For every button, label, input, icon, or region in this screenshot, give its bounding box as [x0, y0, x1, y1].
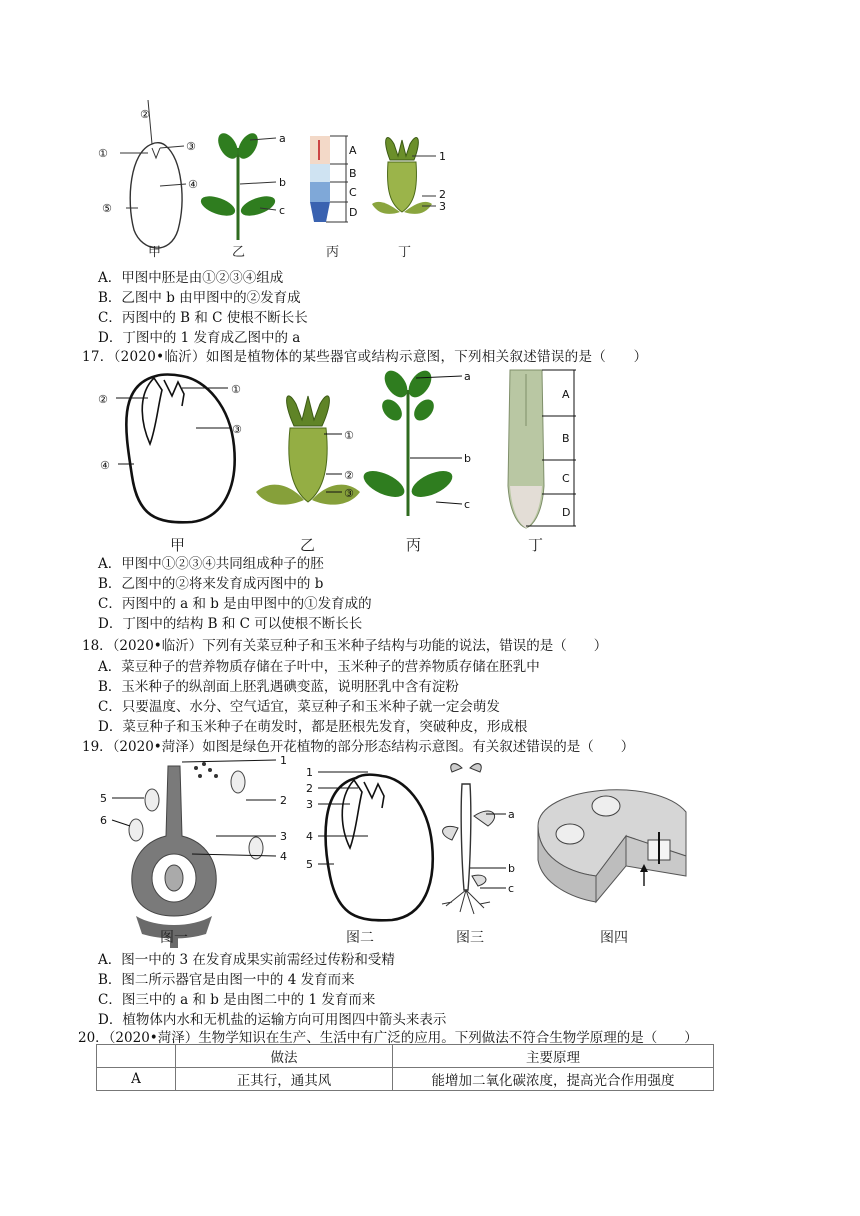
- q18-option-a: A．菜豆种子的营养物质存储在子叶中，玉米种子的营养物质存储在胚乳中: [98, 659, 540, 675]
- q17-ding-label-B: B: [562, 432, 570, 445]
- q17-ding-label-D: D: [562, 506, 571, 519]
- q16-option-d: D．丁图中的 1 发育成乙图中的 a: [98, 330, 301, 346]
- table-header-row: [97, 1045, 714, 1068]
- q16-bing-label-A: A: [349, 144, 357, 157]
- q17-option-b: B．乙图中的②将来发育成丙图中的 b: [98, 576, 324, 592]
- q18-option-c: C．只要温度、水分、空气适宜，菜豆种子和玉米种子就一定会萌发: [98, 699, 500, 715]
- q19-fig1-label-1: 1: [280, 756, 287, 767]
- q17-figure: [96, 366, 596, 556]
- q17-option-a: A．甲图中①②③④共同组成种子的胚: [98, 556, 324, 572]
- q16-ding-label-2: 2: [439, 188, 446, 201]
- q19-fig1-label-4: 4: [280, 850, 287, 863]
- table-header-cell: 主要原理: [393, 1045, 714, 1068]
- q17-yi-label-1: ①: [344, 429, 354, 442]
- q16-option-c: C．丙图中的 B 和 C 使根不断长长: [98, 310, 308, 326]
- q17-embryo-diagram: [256, 396, 360, 505]
- q17-jia-label-3: ③: [232, 423, 242, 436]
- table-cell: 能增加二氧化碳浓度，提高光合作用强度: [393, 1068, 714, 1091]
- q16-caption-jia: 甲: [148, 245, 162, 260]
- q16-bing-label-C: C: [349, 186, 357, 199]
- q16-ding-label-3: 3: [439, 200, 446, 213]
- q19-fig1-label-3: 3: [280, 830, 287, 843]
- q18-option-b: B．玉米种子的纵剖面上胚乳遇碘变蓝，说明胚乳中含有淀粉: [98, 679, 459, 695]
- q19-fig3-label-a: a: [508, 808, 515, 821]
- q19-caption-fig4: 图四: [600, 930, 628, 946]
- q16-bing-label-B: B: [349, 167, 357, 180]
- q19-fig2-label-5: 5: [306, 858, 313, 871]
- q16-jia-label-4: ④: [188, 178, 198, 191]
- q16-yi-label-b: b: [279, 176, 286, 189]
- q19-caption-fig1: 图一: [160, 930, 188, 946]
- q17-option-d: D．丁图中的结构 B 和 C 可以使根不断长长: [98, 616, 363, 632]
- q19-seed-diagram: [306, 766, 433, 920]
- table-row: [97, 1068, 714, 1091]
- q16-caption-ding: 丁: [398, 245, 412, 260]
- q16-caption-yi: 乙: [232, 245, 246, 260]
- q19-stem-section-diagram: [538, 790, 686, 902]
- q16-seedling-diagram: [198, 130, 286, 240]
- q19-caption-fig2: 图二: [346, 930, 374, 946]
- q18-stem: 18．（2020•临沂）下列有关菜豆种子和玉米种子结构与功能的说法，错误的是（ ）: [82, 638, 608, 654]
- q19-option-b: B．图二所示器官是由图一中的 4 发育而来: [98, 972, 355, 988]
- q19-fig2-label-2: 2: [306, 782, 313, 795]
- table-header-cell: [97, 1045, 176, 1068]
- q17-root-diagram: [508, 370, 576, 528]
- q19-fig1-label-5: 5: [100, 792, 107, 805]
- q18-option-d: D．菜豆种子和玉米种子在萌发时，都是胚根先发育，突破种皮，形成根: [98, 719, 528, 735]
- table-cell: A: [97, 1068, 176, 1091]
- q16-embryo-diagram: [372, 137, 446, 213]
- q16-option-b: B．乙图中 b 由甲图中的②发育成: [98, 290, 301, 306]
- q16-option-a: A．甲图中胚是由①②③④组成: [98, 270, 284, 286]
- q16-yi-label-c: c: [279, 204, 286, 217]
- q16-caption-bing: 丙: [326, 245, 340, 260]
- q19-fig2-label-3: 3: [306, 798, 313, 811]
- q16-bing-label-D: D: [349, 206, 358, 219]
- q16-figure: [90, 100, 450, 268]
- q19-fig2-label-4: 4: [306, 830, 313, 843]
- q19-option-a: A．图一中的 3 在发育成果实前需经过传粉和受精: [98, 952, 395, 968]
- q17-seed-diagram: [98, 375, 242, 523]
- table-header-cell: 做法: [176, 1045, 393, 1068]
- q17-ding-label-C: C: [562, 472, 570, 485]
- q19-fig3-label-c: c: [508, 882, 515, 895]
- q19-fig1-label-2: 2: [280, 794, 287, 807]
- q19-flower-diagram: [100, 756, 287, 948]
- q17-jia-label-2: ②: [98, 393, 108, 406]
- q17-bing-label-c: c: [464, 498, 471, 511]
- q16-jia-label-2: ②: [140, 108, 150, 121]
- q17-ding-label-A: A: [562, 388, 570, 401]
- q19-figure: [96, 756, 696, 952]
- q16-jia-label-5: ⑤: [102, 202, 112, 215]
- q17-bing-label-a: a: [464, 370, 471, 383]
- q19-seedling-diagram: [442, 764, 515, 914]
- q17-caption-bing: 丙: [406, 536, 422, 554]
- q17-caption-ding: 丁: [528, 536, 544, 554]
- q19-option-c: C．图三中的 a 和 b 是由图二中的 1 发育而来: [98, 992, 376, 1008]
- q17-option-c: C．丙图中的 a 和 b 是由甲图中的①发育成的: [98, 596, 372, 612]
- q17-caption-yi: 乙: [300, 536, 316, 554]
- q17-jia-label-1: ①: [231, 383, 241, 396]
- q17-stem: 17．（2020•临沂）如图是植物体的某些器官或结构示意图，下列相关叙述错误的是（ ）: [82, 349, 648, 365]
- q19-option-d: D．植物体内水和无机盐的运输方向可用图四中箭头来表示: [98, 1012, 447, 1028]
- q16-jia-label-3: ③: [186, 140, 196, 153]
- q19-stem: 19．（2020•菏泽）如图是绿色开花植物的部分形态结构示意图。有关叙述错误的是（ ）: [82, 739, 635, 755]
- q16-jia-label-1: ①: [98, 147, 108, 160]
- q16-yi-label-a: a: [279, 132, 286, 145]
- q17-jia-label-4: ④: [100, 459, 110, 472]
- q17-caption-jia: 甲: [170, 536, 186, 554]
- q19-fig1-label-6: 6: [100, 814, 107, 827]
- q17-bing-label-b: b: [464, 452, 471, 465]
- q17-seedling-diagram: [360, 367, 471, 516]
- q16-root-tip-diagram: [310, 136, 357, 222]
- q19-fig3-label-b: b: [508, 862, 515, 875]
- q20-stem: 20．（2020•菏泽）生物学知识在生产、生活中有广泛的应用。下列做法不符合生物学原理的是（ ）: [78, 1030, 698, 1046]
- q19-caption-fig3: 图三: [456, 930, 484, 946]
- q16-seed-diagram: [98, 100, 198, 248]
- q17-yi-label-3: ③: [344, 487, 354, 500]
- q17-yi-label-2: ②: [344, 469, 354, 482]
- q20-table: [96, 1044, 714, 1091]
- q19-fig2-label-1: 1: [306, 766, 313, 779]
- q16-ding-label-1: 1: [439, 150, 446, 163]
- table-cell: 正其行，通其风: [176, 1068, 393, 1091]
